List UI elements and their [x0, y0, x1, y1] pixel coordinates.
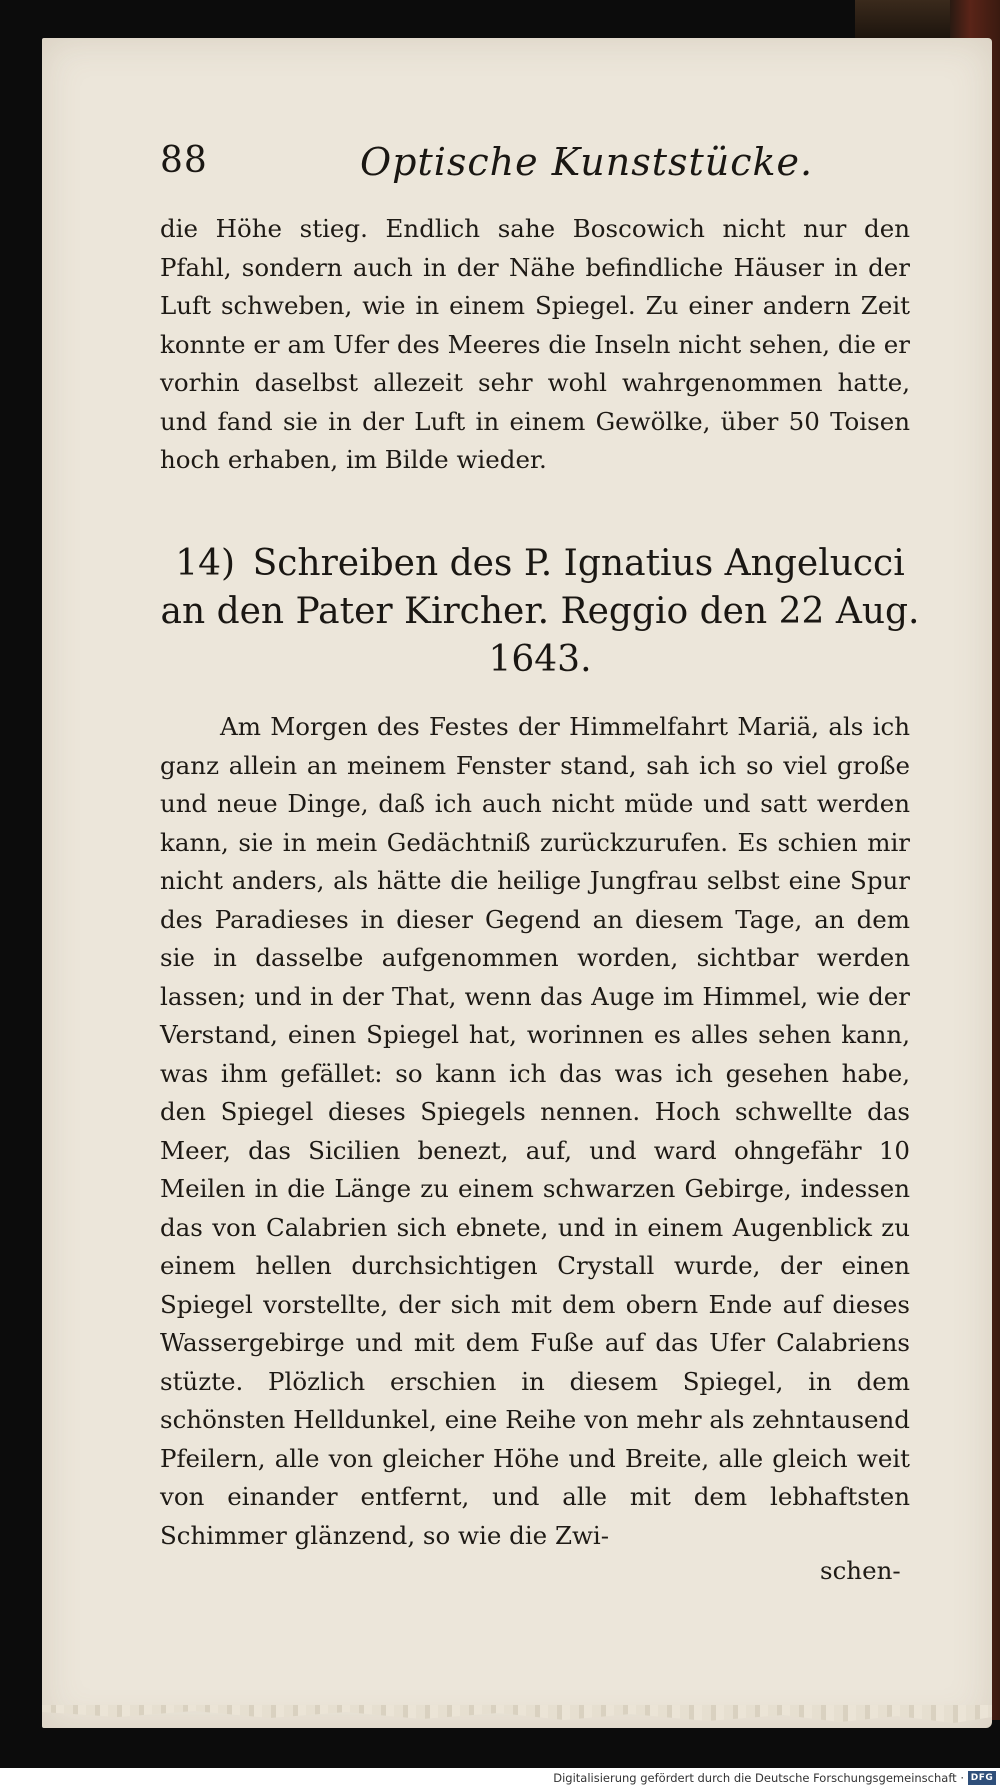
paragraph-text: die Höhe stieg. Endlich sahe Boscowich nicht nur den Pfahl, sondern auch in der Nähe befindliche Häuser in der Luft schweben, wie in einem Spiegel. Zu einer andern Zeit konnte er am Ufer des Meeres die Inseln nicht sehen, die er vorhin daselbst allezeit sehr wohl wahrgenommen hatte, und fand sie in der Luft in einem Gewölke, über 50 Toisen hoch erhaben, im Bilde wieder. — [160, 214, 910, 474]
paragraph-text: Am Morgen des Festes der Himmelfahrt Mariä, als ich ganz allein an meinem Fenster stand, sah ich so viel große und neue Dinge, daß ich auch nicht müde und satt werden kann, sie in mein Gedächtniß zurückzurufen. Es schien mir nicht anders, als hätte die heilige Jungfrau selbst eine Spur des Paradieses in dieser Gegend an diesem Tage, an dem sie in dasselbe aufgenommen worden, sichtbar werden lassen; und in der That, wenn das Auge im Himmel, wie der Verstand, einen Spiegel hat, worinnen es alles sehen kann, was ihm gefället: so kann ich das was ich gesehen habe, den Spiegel dieses Spiegels nennen. Hoch schwellte das Meer, das Sicilien benezt, auf, und ward ohngefähr 10 Meilen in die Länge zu einem schwarzen Gebirge, indessen das von Calabrien sich ebnete, und in einem Augenblick zu einem hellen durchsichtigen Crystall wurde, der einen Spiegel vorstellte, der sich mit dem obern Ende auf dieses Wassergebirge und mit dem Fuße auf das Ufer Calabriens stüzte. Plözlich erschien in diesem Spiegel, in dem schönsten Helldunkel, eine Reihe von mehr als zehntausend Pfeilern, alle von gleicher Höhe und Breite, alle gleich weit von einander entfernt, und alle mit dem lebhaftsten Schimmer glänzend, so wie die Zwi- — [160, 712, 910, 1550]
digitization-credit: Digitalisierung gefördert durch die Deutsche Forschungsgemeinschaft · — [553, 1771, 964, 1785]
page-header — [160, 140, 920, 200]
running-head: Optische Kunststücke. — [360, 140, 814, 184]
section-heading — [160, 540, 920, 684]
dfg-logo: DFG — [968, 1771, 996, 1785]
page-number: 88 — [160, 140, 208, 181]
section-number: 14) — [175, 543, 236, 584]
paragraph-continued — [160, 210, 910, 480]
paragraph-letter — [160, 708, 910, 1555]
catchword: schen- — [820, 1556, 901, 1585]
section-title: Schreiben des P. Ignatius Angelucci an den Pater Kircher. Reggio den 22 Aug. 1643. — [160, 543, 920, 680]
